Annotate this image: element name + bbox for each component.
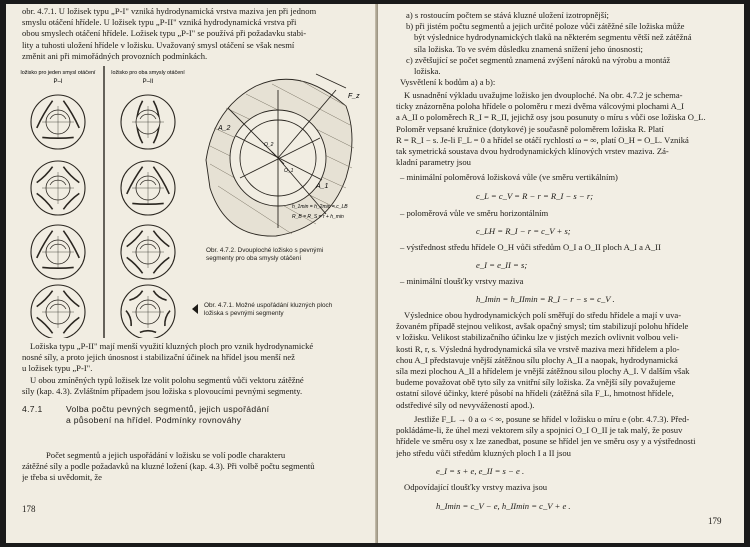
- col-right-title: ložisko pro oba smysly otáčení: [111, 70, 185, 76]
- odpov-line: Odpovídající tloušťky vrstvy maziva jsou: [404, 482, 548, 492]
- left-page-number: 178: [22, 504, 36, 514]
- left-page: [6, 4, 376, 543]
- bearing-schematic: [121, 161, 175, 215]
- equation-2: c_LH = R_I − r = c_V + s;: [476, 226, 571, 236]
- col-left-title: ložisko pro jeden smysl otáčení: [20, 70, 96, 76]
- left-top-paragraph: obr. 4.7.1. U ložisek typu „P-I" vzniká hydrodynamická vrstva maziva jen při jednom smyslu otáčení hřídele. U ložisek typu „P-II" vzniká hydrodynamická vrstva při obou smyslech otáčení hřídele. Ložisek typu „P-I" se používá při požadavku stabi- lity a tuhosti uložení hřídele v ložisku. Uvažovaný smysl otáčení se však nesmí změnit ani při mimořádných provozních podmínkách.: [22, 6, 317, 61]
- figure-4-7-1: [20, 66, 192, 338]
- label-a2: A_2: [218, 125, 231, 132]
- col-left-type: P–I: [53, 79, 63, 85]
- equation-1: c_L = c_V = R − r = R_I − s − r;: [476, 191, 594, 201]
- bearing-schematic: [121, 225, 175, 279]
- bearing-schematic: [31, 285, 85, 338]
- right-paragraph-3: Jestliže F_L → 0 a ω < ∞, posune se hřídel v ložisku o míru e (obr. 4.7.3). Před- pokládáme-li, že úhel mezi vektorem síly a spojnicí O_I O_II je tak malý, že posuv hřídele ve směru osy x lze zanedbat, posune se hřídel jen ve směru osy y a výstřednosti jeho středu vůči středům kluzných ploch I a II jsou: [396, 414, 696, 458]
- label-o2: O_2: [264, 142, 274, 148]
- pointer-triangle: [192, 304, 198, 314]
- equation-4: h_Imin = h_IImin = R_I − r − s = c_V .: [476, 294, 615, 304]
- fig472-relation-1: h_1min = h_2min = c_LB: [292, 204, 348, 210]
- equation-3: e_I = e_II = s;: [476, 260, 528, 270]
- right-main-paragraph: K usnadnění výkladu uvažujme ložisko jen dvouploché. Na obr. 4.7.2 je schema- ticky znázorněna poloha hřídele o poloměru r mezi dvěma válcovými plochami A_I a A_II o poloměrech R_I = R_II, jejichž osy jsou posunuty o míru s vůči ose ložiska O_L. Poloměr vepsané kružnice (dotykové) je současně poloměrem ložiska R. Platí R = R_I − s. Je-li F_L = 0 a hřídel se otáčí rychlostí ω = ∞, platí O_H = O_L. Vzniká tak symetrická soustava dvou hydrodynamických klínových vrstev maziva. Zá- kladní parametry jsou: [396, 90, 706, 168]
- col-right-type: P–II: [142, 79, 154, 85]
- fig472-caption: Obr. 4.7.2. Dvouploché ložisko s pevnými segmenty pro oba smysly otáčení: [206, 247, 324, 263]
- bearing-schematic: [121, 285, 175, 338]
- label-a1: A_1: [316, 183, 329, 190]
- bullet-min-thickness: – minimální tloušťky vrstvy maziva: [400, 276, 524, 286]
- label-o1: O_1: [284, 168, 294, 174]
- right-intro: a) s rostoucím počtem se stává kluzné uložení izotropnější; b) při jistém počtu segmentů a jejich určité poloze vůči zátěžné síle ložiska může být výslednice hydrodynamických tlaků na některém segmentu větší než zátěžná síla ložiska. To ve svém důsledku znamená snížení jeho únosnosti; c) zvětšující se počet segmentů znamená zvýšení nároků na výrobu a montáž ložiska. Vysvětlení k bodům a) a b):: [400, 10, 692, 88]
- bullet-eccentricity: – výstřednost středu hřídele O_H vůči středům O_I a O_II ploch A_I a A_II: [400, 242, 661, 252]
- equation-5: e_I = s + e, e_II = s − e .: [436, 466, 525, 476]
- section-heading: 4.7.1 Volba počtu pevných segmentů, jejich uspořádání a působení na hřídel. Podmínky rovnováhy: [22, 404, 270, 426]
- section-number: 4.7.1: [22, 404, 43, 414]
- bullet-radial-clearance: – minimální poloměrová ložisková vůle (ve směru vertikálním): [400, 172, 618, 182]
- left-middle-paragraph: Ložiska typu „P-II" mají menší využití kluzných ploch pro vznik hydrodynamické nosné síly, a proto jejich únosnost i stabilizační účinek na hřídel jsou menší než u ložisek typu „P-I". U obou zmíněných typů ložisek lze volit polohu segmentů vůči vektoru zátěžné síly (kap. 4.3). Zvláštním případem jsou ložiska s plovoucími pevnými segmenty.: [22, 341, 314, 396]
- figure-4-7-2: [196, 68, 366, 244]
- book-spread: [6, 4, 744, 543]
- bearing-schematic: [31, 95, 85, 149]
- right-paragraph-2: Výslednice obou hydrodynamických polí směřují do středu hřídele a mají v uva- žovaném případě stejnou velikost, avšak opačný smysl; tím stabilizují polohu hřídele v ložisku. Velikost stabilizačního účinku lze v jistých mezích ovlivnit volbou veli- kosti R, r, s. Výsledná hydrodynamická síla ve vrstvě maziva mezi hřídelem a plo- chou A_I představuje vnější zátěžnou sílu plochy A_II a naopak, hydrodynamická síla mezi plochou A_II a hřídelem je vnější zátěžnou silou plochy A_I. V dalším však budeme považovat obě tyto síly za vnitřní síly ložiska. Za vnější síly považujeme ostatní silové účinky, které působí na hřídeli (zátěžná síla F_L, hmotnost hřídele, odstředivé síly od nevyvážeností apod.).: [396, 310, 690, 410]
- right-page-number: 179: [708, 516, 722, 526]
- bearing-schematic: [31, 225, 85, 279]
- fig471-caption: Obr. 4.7.1. Možné uspořádání kluzných ploch ložiska s pevnými segmenty: [204, 302, 333, 318]
- bearing-schematic: [121, 95, 175, 149]
- equation-6: h_Imin = c_V − e, h_IImin = c_V + e .: [436, 501, 571, 511]
- bullet-horizontal-clearance: – poloměrová vůle ve směru horizontálním: [400, 208, 549, 218]
- fig472-relation-2: R_B = R_S = r + h_min: [292, 214, 344, 220]
- left-bottom-paragraph: Počet segmentů a jejich uspořádání v ložisku se volí podle charakteru zátěžné síly a podle požadavků na kluzné ložení (kap. 4.3). Při volbě počtu segmentů je třeba si uvědomit, že: [22, 450, 315, 483]
- bearing-schematic: [31, 161, 85, 215]
- right-page: [378, 4, 744, 543]
- label-pz: F_z: [348, 93, 360, 100]
